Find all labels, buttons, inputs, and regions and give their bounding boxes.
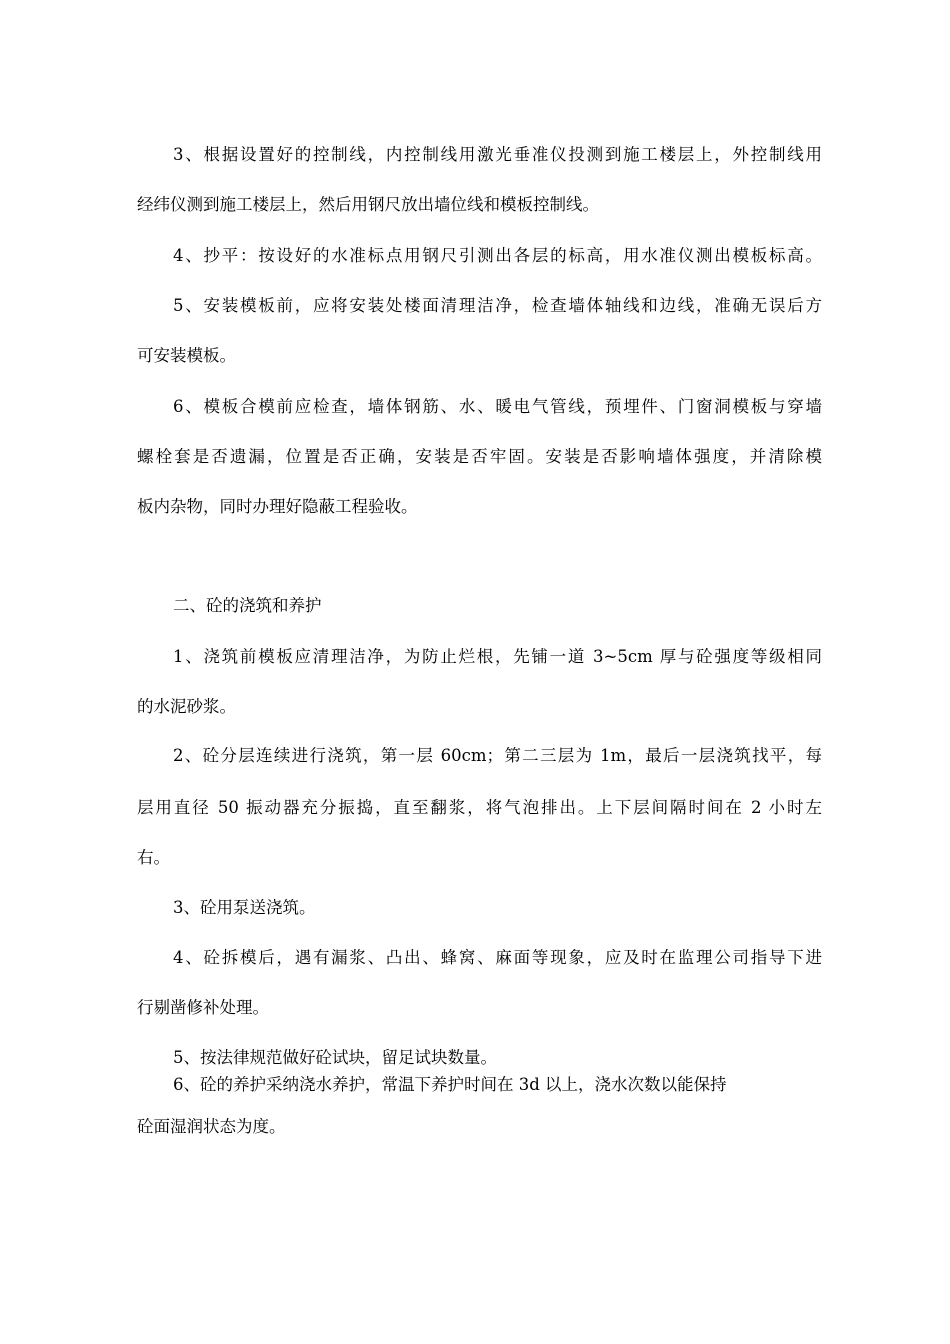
paragraph-6-line-3: 板内杂物，同时办理好隐蔽工程验收。 xyxy=(137,497,418,516)
paragraph-3-line-2: 经纬仪测到施工楼层上，然后用钢尺放出墙位线和模板控制线。 xyxy=(137,195,599,214)
section2-paragraph-1-line-1: 1、浇筑前模板应清理洁净，为防止烂根，先铺一道 3~5cm 厚与砼强度等级相同 xyxy=(173,647,822,666)
section-heading: 二、砼的浇筑和养护 xyxy=(173,596,322,615)
section2-paragraph-6-line-1: 6、砼的养护采纳浇水养护，常温下养护时间在 3d 以上，浇水次数以能保持 xyxy=(173,1075,727,1094)
section2-paragraph-2-line-1: 2、砼分层连续进行浇筑，第一层 60cm；第二三层为 1m，最后一层浇筑找平，每 xyxy=(173,746,822,765)
section2-paragraph-1-line-2: 的水泥砂浆。 xyxy=(137,697,236,716)
paragraph-5-line-1: 5、安装模板前，应将安装处楼面清理洁净，检查墙体轴线和边线，准确无误后方 xyxy=(173,296,822,315)
section2-paragraph-6-line-2: 砼面湿润状态为度。 xyxy=(137,1117,286,1136)
section2-paragraph-2-line-3: 右。 xyxy=(137,848,170,867)
section2-paragraph-5-line-1: 5、按法律规范做好砼试块，留足试块数量。 xyxy=(173,1048,497,1067)
paragraph-6-line-2: 螺栓套是否遗漏，位置是否正确，安装是否牢固。安装是否影响墙体强度，并清除模 xyxy=(137,447,822,466)
section2-paragraph-4-line-2: 行剔凿修补处理。 xyxy=(137,998,269,1017)
section2-paragraph-2-line-2: 层用直径 50 振动器充分振捣，直至翻浆，将气泡排出。上下层间隔时间在 2 小时左 xyxy=(137,798,822,817)
section2-paragraph-4-line-1: 4、砼拆模后，遇有漏浆、凸出、蜂窝、麻面等现象，应及时在监理公司指导下进 xyxy=(173,948,822,967)
paragraph-3-line-1: 3、根据设置好的控制线，内控制线用激光垂准仪投测到施工楼层上，外控制线用 xyxy=(173,145,822,164)
paragraph-4-line-1: 4、抄平：按设好的水准标点用钢尺引测出各层的标高，用水准仪测出模板标高。 xyxy=(173,246,822,265)
section2-paragraph-3-line-1: 3、砼用泵送浇筑。 xyxy=(173,898,316,917)
paragraph-6-line-1: 6、模板合模前应检查，墙体钢筋、水、暖电气管线，预埋件、门窗洞模板与穿墙 xyxy=(173,397,822,416)
paragraph-5-line-2: 可安装模板。 xyxy=(137,346,236,365)
